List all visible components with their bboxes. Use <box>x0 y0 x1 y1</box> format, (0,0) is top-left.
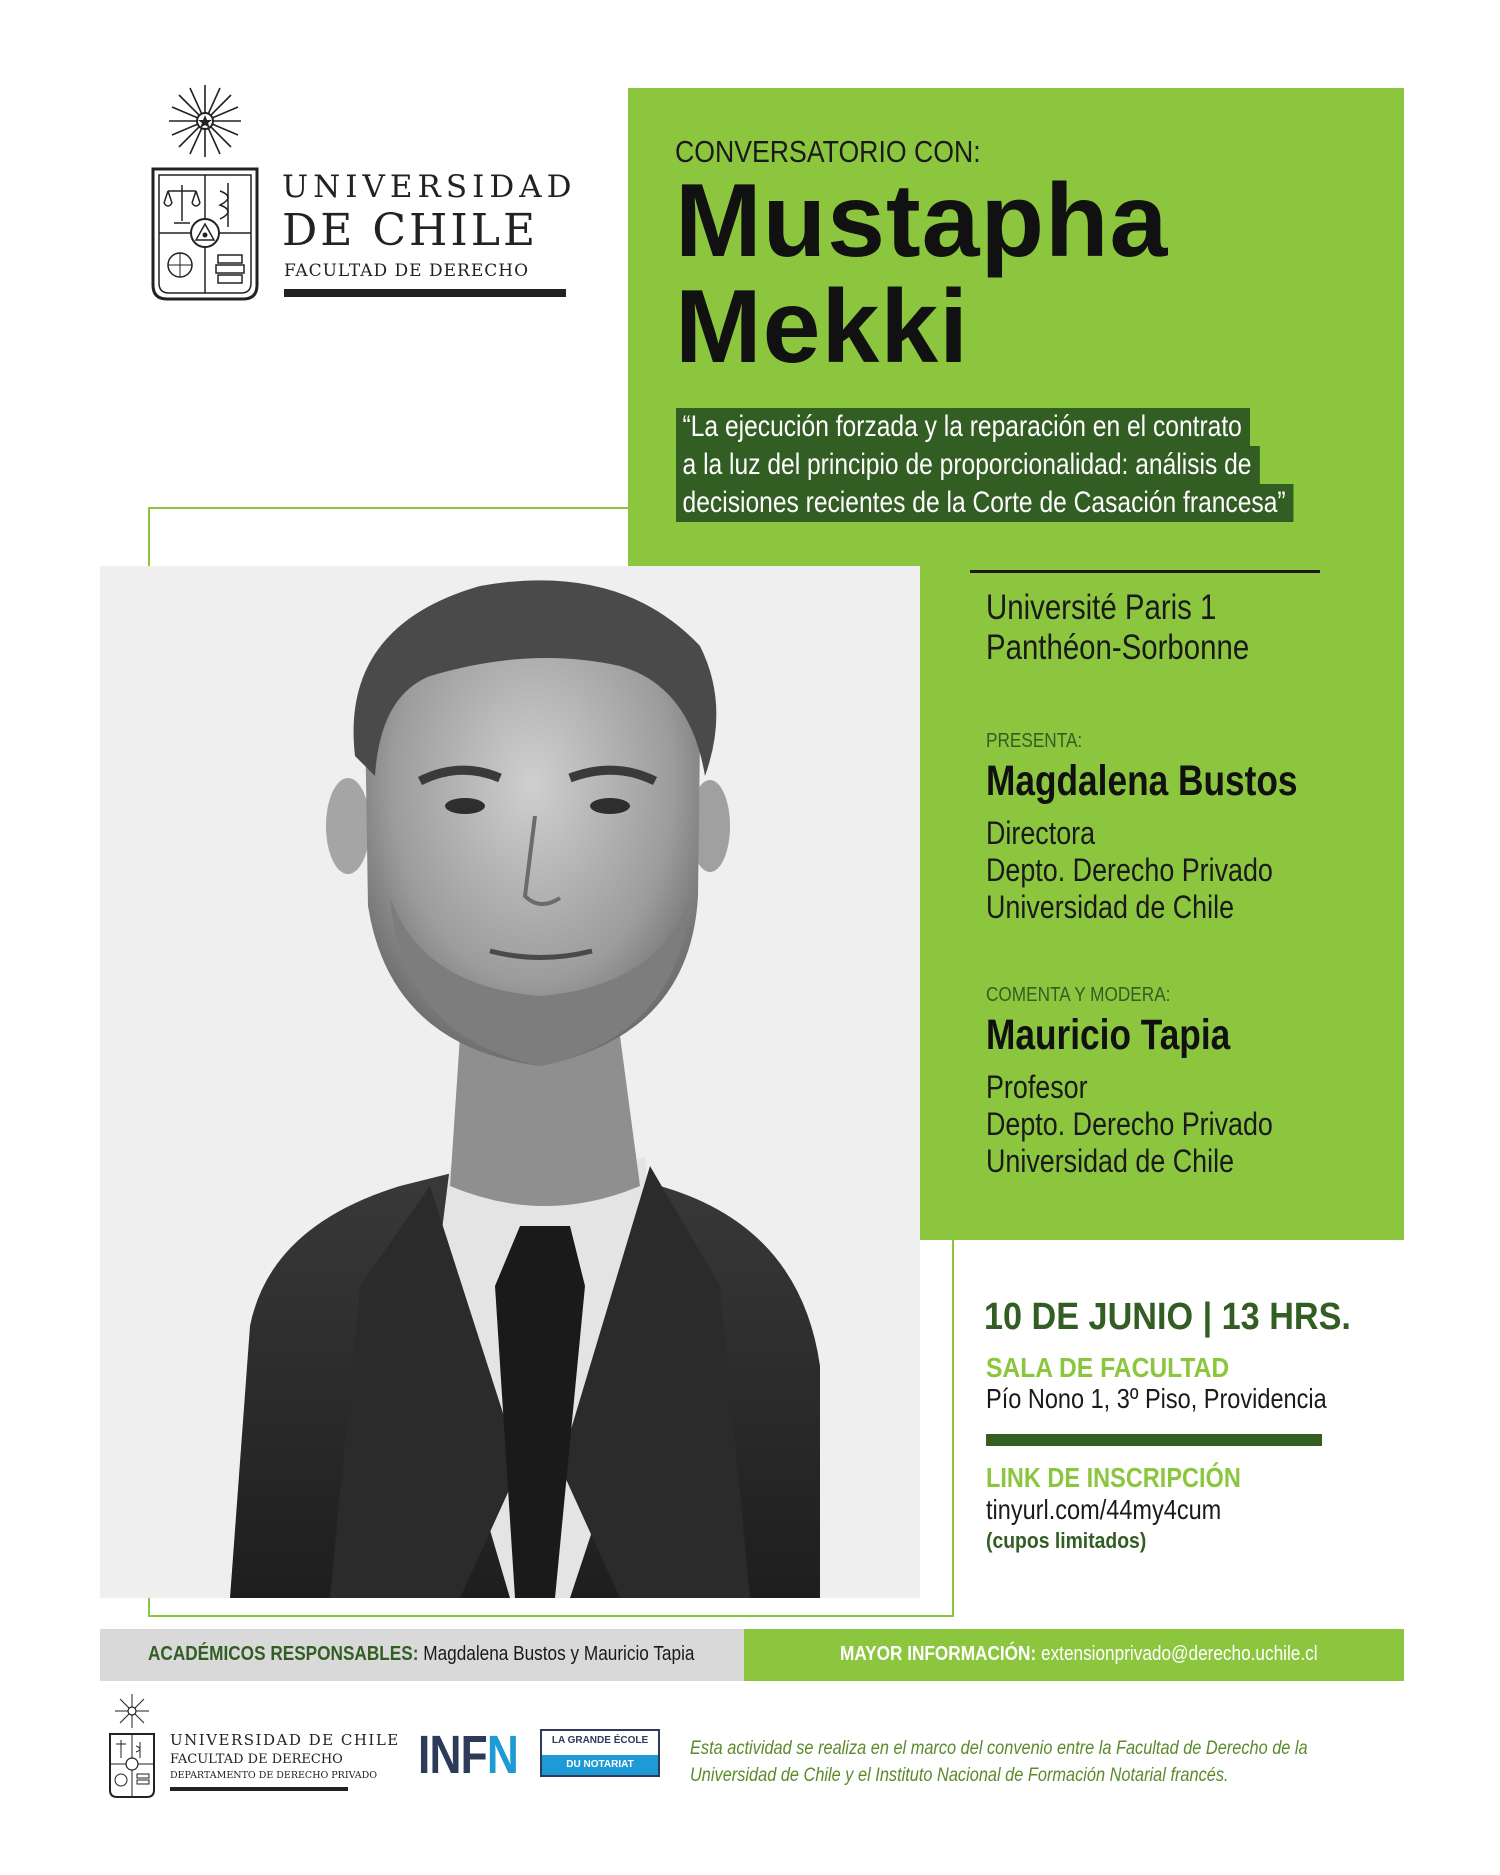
moderator-university: Universidad de Chile <box>986 1143 1235 1179</box>
infn-wordmark-n: N <box>486 1725 519 1785</box>
contact-email-link[interactable]: extensionprivado@derecho.uchile.cl <box>1040 1643 1318 1665</box>
info-divider <box>986 1434 1322 1446</box>
talk-title <box>676 408 1376 522</box>
speaker-portrait <box>100 566 920 1598</box>
moderator-department: Depto. Derecho Privado <box>986 1106 1273 1142</box>
infn-wordmark <box>418 1725 518 1785</box>
event-date-time: 10 DE JUNIO | 13 HRS. <box>984 1296 1351 1338</box>
more-info-label: MAYOR INFORMACIÓN: <box>840 1643 1037 1665</box>
presenter-university: Universidad de Chile <box>986 889 1235 925</box>
speaker-portrait-illustration <box>100 566 920 1598</box>
talk-title-line: a la luz del principio de proporcionalidad: análisis de <box>676 446 1260 484</box>
speaker-name <box>675 163 1169 385</box>
infn-badge-top: LA GRANDE ÉCOLE <box>551 1735 649 1746</box>
agreement-note <box>690 1735 1350 1789</box>
responsible-academics-label: ACADÉMICOS RESPONSABLES: <box>148 1643 419 1665</box>
university-logo <box>150 85 577 305</box>
affiliation-line: Panthéon-Sorbonne <box>986 628 1250 667</box>
registration-label: LINK DE INSCRIPCIÓN <box>986 1462 1241 1493</box>
footer-logo-line-1: UNIVERSIDAD DE CHILE <box>170 1731 400 1749</box>
university-crest-icon <box>150 85 260 305</box>
moderator-name: Mauricio Tapia <box>986 1011 1231 1059</box>
infn-logo <box>418 1725 668 1785</box>
more-info <box>840 1643 1318 1666</box>
registration-link[interactable]: tinyurl.com/44my4cum <box>986 1494 1222 1525</box>
presenter-label: PRESENTA: <box>986 730 1083 752</box>
institution-line-3: FACULTAD DE DERECHO <box>284 261 530 281</box>
panel-divider <box>970 570 1320 573</box>
infn-wordmark-letters: INF <box>418 1725 487 1785</box>
speaker-last-name: Mekki <box>675 269 970 385</box>
responsible-academics-value: Magdalena Bustos y Mauricio Tapia <box>423 1643 695 1665</box>
responsible-academics <box>148 1643 694 1666</box>
footer-logo-underline <box>170 1787 348 1791</box>
infn-badge-bottom: DU NOTARIAT <box>542 1755 658 1775</box>
presenter-title: Directora <box>986 815 1096 851</box>
responsible-academics-bar <box>100 1629 744 1681</box>
logo-underline <box>284 289 566 297</box>
talk-title-line: decisiones recientes de la Corte de Casación francesa” <box>676 484 1294 522</box>
infn-badge <box>540 1729 660 1777</box>
footer-logo-line-3: DEPARTAMENTO DE DERECHO PRIVADO <box>170 1770 378 1781</box>
venue-address: Pío Nono 1, 3º Piso, Providencia <box>986 1383 1327 1414</box>
affiliation-line: Université Paris 1 <box>986 588 1217 627</box>
agreement-note-line: Esta actividad se realiza en el marco del convenio entre la Facultad de Derecho de la <box>690 1738 1308 1759</box>
registration-note: (cupos limitados) <box>986 1528 1147 1553</box>
presenter-name: Magdalena Bustos <box>986 757 1298 805</box>
footer-university-logo <box>108 1694 408 1800</box>
event-kicker: CONVERSATORIO CON: <box>675 134 981 169</box>
speaker-first-name: Mustapha <box>675 163 1169 279</box>
moderator-title: Profesor <box>986 1069 1088 1105</box>
institution-line-1: UNIVERSIDAD <box>282 169 577 205</box>
presenter-department: Depto. Derecho Privado <box>986 852 1273 888</box>
moderator-label: COMENTA Y MODERA: <box>986 984 1171 1006</box>
more-info-bar <box>744 1629 1404 1681</box>
university-crest-icon <box>108 1694 156 1800</box>
talk-title-line: “La ejecución forzada y la reparación en el contrato <box>676 408 1250 446</box>
footer-logo-line-2: FACULTAD DE DERECHO <box>170 1752 343 1767</box>
venue-name: SALA DE FACULTAD <box>986 1352 1230 1383</box>
institution-line-2: DE CHILE <box>282 205 539 256</box>
speaker-affiliation <box>986 588 1249 668</box>
agreement-note-line: Universidad de Chile y el Instituto Nacional de Formación Notarial francés. <box>690 1765 1229 1786</box>
